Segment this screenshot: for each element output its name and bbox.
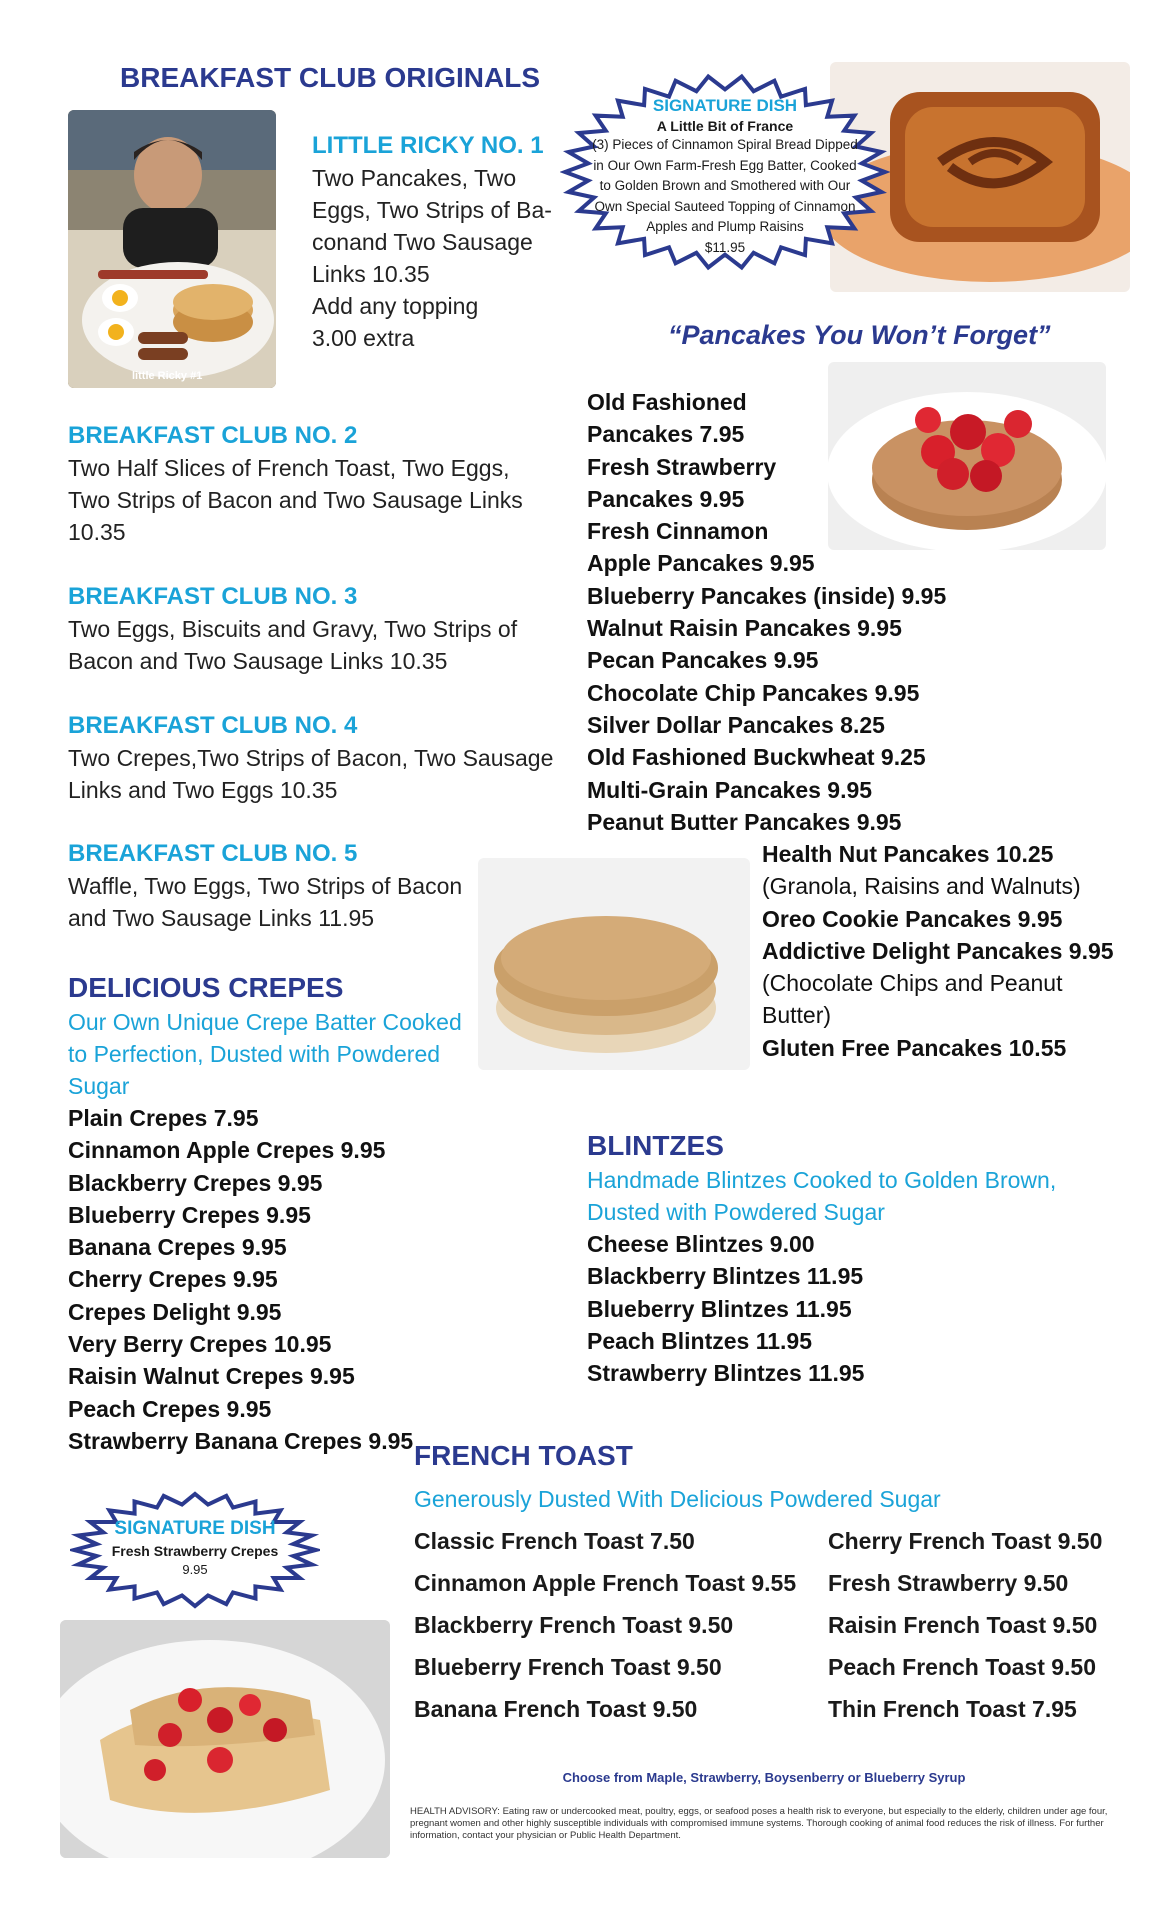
pancakes-item: Fresh Cinnamon bbox=[587, 518, 769, 545]
signature-top-label: SIGNATURE DISH bbox=[652, 96, 798, 115]
club4-line: Links and Two Eggs 10.35 bbox=[68, 777, 338, 803]
french-toast-item: Fresh Strawberry 9.50 bbox=[828, 1570, 1069, 1596]
little-ricky-line: Eggs, Two Strips of Ba- bbox=[312, 197, 552, 223]
pancakes-item-2: Gluten Free Pancakes 10.55 bbox=[762, 1034, 1067, 1061]
blintzes-heading: BLINTZES bbox=[587, 1130, 724, 1161]
little-ricky-photo bbox=[68, 110, 276, 388]
club4-title: BREAKFAST CLUB NO. 4 bbox=[68, 712, 358, 739]
french-toast-col-2 bbox=[828, 1520, 1102, 1730]
crepes-subtitle-line: Our Own Unique Crepe Batter Cooked bbox=[68, 1009, 462, 1035]
signature-top-name: A Little Bit of France bbox=[656, 118, 794, 134]
club5-line: Waffle, Two Eggs, Two Strips of Bacon bbox=[68, 873, 463, 899]
club3-desc bbox=[68, 613, 517, 677]
french-toast-item: Classic French Toast 7.50 bbox=[414, 1528, 695, 1554]
pancakes-item-2-note: Butter) bbox=[762, 1002, 832, 1029]
pancakes-item: Pancakes 9.95 bbox=[587, 485, 745, 512]
syrup-note: Choose from Maple, Strawberry, Boysenberry or Blueberry Syrup bbox=[562, 1770, 966, 1785]
pancakes-heading: “Pancakes You Won’t Forget” bbox=[668, 320, 1051, 350]
blintzes-subtitle-line: Dusted with Powdered Sugar bbox=[587, 1199, 885, 1225]
crepes-item: Blueberry Crepes 9.95 bbox=[68, 1201, 311, 1228]
pancakes-item-2: Oreo Cookie Pancakes 9.95 bbox=[762, 905, 1063, 932]
club2-line: Two Half Slices of French Toast, Two Eggs, bbox=[68, 455, 510, 481]
crepes-subtitle-line: Sugar bbox=[68, 1073, 130, 1099]
signature-bottom-label: SIGNATURE DISH bbox=[114, 1518, 276, 1539]
crepes-item: Blackberry Crepes 9.95 bbox=[68, 1169, 323, 1196]
originals-heading: BREAKFAST CLUB ORIGINALS bbox=[120, 62, 540, 93]
pancakes-item-2-note: (Granola, Raisins and Walnuts) bbox=[762, 873, 1081, 900]
health-advisory: HEALTH ADVISORY: Eating raw or undercooked meat, poultry, eggs, or seafood poses a health risk to everyone, but especially to the elderly, children under age four, pregnant women and other highly susceptible individuals with compromised immune systems. Thorough cooking of animal food reduces the risk of illness. For further information, contact your physician or Public Health Department. bbox=[410, 1806, 1108, 1841]
french-toast-item: Blueberry French Toast 9.50 bbox=[414, 1654, 722, 1680]
signature-top-line: (3) Pieces of Cinnamon Spiral Bread Dipped bbox=[592, 137, 858, 152]
crepes-list bbox=[68, 1102, 413, 1457]
signature-top-line: to Golden Brown and Smothered with Our bbox=[599, 178, 851, 193]
french-toast-item: Cherry French Toast 9.50 bbox=[828, 1528, 1103, 1554]
pancakes-item: Apple Pancakes 9.95 bbox=[587, 550, 815, 577]
little-ricky-line: 3.00 extra bbox=[312, 325, 415, 351]
pancakes-list bbox=[587, 386, 946, 838]
signature-bottom-price: 9.95 bbox=[182, 1562, 208, 1577]
little-ricky-line: Two Pancakes, Two bbox=[312, 165, 517, 191]
crepes-item: Cinnamon Apple Crepes 9.95 bbox=[68, 1137, 386, 1164]
signature-top-line: Own Special Sauteed Topping of Cinnamon bbox=[594, 198, 856, 214]
stacked-pancakes-illustration bbox=[478, 858, 750, 1070]
stacked-pancakes-photo bbox=[478, 858, 750, 1070]
crepes-item: Cherry Crepes 9.95 bbox=[68, 1266, 278, 1293]
club5-title: BREAKFAST CLUB NO. 5 bbox=[68, 840, 358, 867]
signature-badge-bottom bbox=[70, 1490, 320, 1610]
crepes-subtitle bbox=[68, 1006, 462, 1102]
french-toast-item: Cinnamon Apple French Toast 9.55 bbox=[414, 1570, 797, 1596]
french-toast-item: Peach French Toast 9.50 bbox=[828, 1654, 1097, 1680]
pancakes-item: Pancakes 7.95 bbox=[587, 421, 745, 448]
pancakes-item: Multi-Grain Pancakes 9.95 bbox=[587, 776, 873, 803]
french-toast-subtitle: Generously Dusted With Delicious Powdered Sugar bbox=[414, 1486, 941, 1512]
blintzes-item: Strawberry Blintzes 11.95 bbox=[587, 1360, 865, 1387]
crepes-item: Peach Crepes 9.95 bbox=[68, 1395, 272, 1422]
crepes-item: Strawberry Banana Crepes 9.95 bbox=[68, 1427, 414, 1454]
pancakes-item-2: Health Nut Pancakes 10.25 bbox=[762, 841, 1054, 867]
crepes-photo bbox=[60, 1620, 390, 1858]
blintzes-list bbox=[587, 1228, 864, 1389]
pancakes-item-2-note: (Chocolate Chips and Peanut bbox=[762, 970, 1063, 997]
pancakes-item: Pecan Pancakes 9.95 bbox=[587, 647, 819, 674]
blintzes-item: Blackberry Blintzes 11.95 bbox=[587, 1263, 864, 1290]
pancakes-item: Old Fashioned Buckwheat 9.25 bbox=[587, 744, 926, 771]
signature-bottom-name: Fresh Strawberry Crepes bbox=[111, 1543, 279, 1559]
pancakes-list-2 bbox=[762, 838, 1114, 1064]
club2-line: 10.35 bbox=[68, 519, 126, 545]
little-ricky-title: LITTLE RICKY NO. 1 bbox=[312, 132, 544, 159]
little-ricky-line: conand Two Sausage bbox=[312, 229, 533, 255]
french-toast-col-1 bbox=[414, 1520, 796, 1730]
club5-line: and Two Sausage Links 11.95 bbox=[68, 905, 375, 931]
signature-badge-top bbox=[560, 72, 890, 272]
pancakes-item: Walnut Raisin Pancakes 9.95 bbox=[587, 615, 902, 642]
signature-top-line: Apples and Plump Raisins bbox=[646, 219, 804, 234]
french-toast-heading: FRENCH TOAST bbox=[414, 1440, 633, 1471]
little-ricky-line: Add any topping bbox=[312, 293, 479, 319]
signature-top-price: $11.95 bbox=[704, 239, 746, 255]
crepes-item: Crepes Delight 9.95 bbox=[68, 1298, 282, 1325]
club4-desc bbox=[68, 742, 553, 806]
blintzes-subtitle bbox=[587, 1164, 1056, 1228]
pancakes-item: Fresh Strawberry bbox=[587, 453, 777, 480]
blintzes-subtitle-line: Handmade Blintzes Cooked to Golden Brown, bbox=[587, 1167, 1057, 1193]
crepes-heading: DELICIOUS CREPES bbox=[68, 972, 344, 1003]
little-ricky-photo-caption: little Ricky #1 bbox=[132, 370, 203, 382]
crepes-subtitle-line: to Perfection, Dusted with Powdered bbox=[68, 1041, 441, 1067]
blintzes-item: Peach Blintzes 11.95 bbox=[587, 1327, 813, 1354]
blintzes-item: Cheese Blintzes 9.00 bbox=[587, 1231, 815, 1257]
crepes-item: Very Berry Crepes 10.95 bbox=[68, 1331, 332, 1358]
french-toast-item: Thin French Toast 7.95 bbox=[828, 1696, 1077, 1722]
french-toast-item: Blackberry French Toast 9.50 bbox=[414, 1612, 734, 1638]
pancakes-item: Blueberry Pancakes (inside) 9.95 bbox=[587, 582, 947, 609]
blintzes-item: Blueberry Blintzes 11.95 bbox=[587, 1295, 852, 1322]
club3-title: BREAKFAST CLUB NO. 3 bbox=[68, 583, 358, 610]
crepes-item: Plain Crepes 7.95 bbox=[68, 1105, 259, 1131]
club2-desc bbox=[68, 452, 523, 548]
pancakes-item: Old Fashioned bbox=[587, 389, 747, 415]
crepes-illustration bbox=[60, 1620, 390, 1858]
pancakes-item: Silver Dollar Pancakes 8.25 bbox=[587, 711, 885, 738]
club4-line: Two Crepes,Two Strips of Bacon, Two Sausage bbox=[68, 745, 554, 771]
club5-desc bbox=[68, 870, 462, 934]
pancakes-item-2: Addictive Delight Pancakes 9.95 bbox=[762, 937, 1114, 964]
club3-line: Two Eggs, Biscuits and Gravy, Two Strips of bbox=[68, 616, 518, 642]
pancakes-item: Chocolate Chip Pancakes 9.95 bbox=[587, 679, 920, 706]
little-ricky-illustration bbox=[68, 110, 276, 388]
french-toast-item: Banana French Toast 9.50 bbox=[414, 1696, 698, 1722]
little-ricky-line: Links 10.35 bbox=[312, 261, 430, 287]
pancakes-item: Peanut Butter Pancakes 9.95 bbox=[587, 808, 902, 835]
crepes-item: Raisin Walnut Crepes 9.95 bbox=[68, 1363, 355, 1390]
club2-line: Two Strips of Bacon and Two Sausage Links bbox=[68, 487, 523, 513]
little-ricky-desc bbox=[312, 162, 552, 354]
french-toast-item: Raisin French Toast 9.50 bbox=[828, 1612, 1098, 1638]
club3-line: Bacon and Two Sausage Links 10.35 bbox=[68, 648, 448, 674]
crepes-item: Banana Crepes 9.95 bbox=[68, 1234, 287, 1261]
club2-title: BREAKFAST CLUB NO. 2 bbox=[68, 422, 358, 449]
signature-top-line: in Our Own Farm-Fresh Egg Batter, Cooked bbox=[593, 157, 857, 173]
